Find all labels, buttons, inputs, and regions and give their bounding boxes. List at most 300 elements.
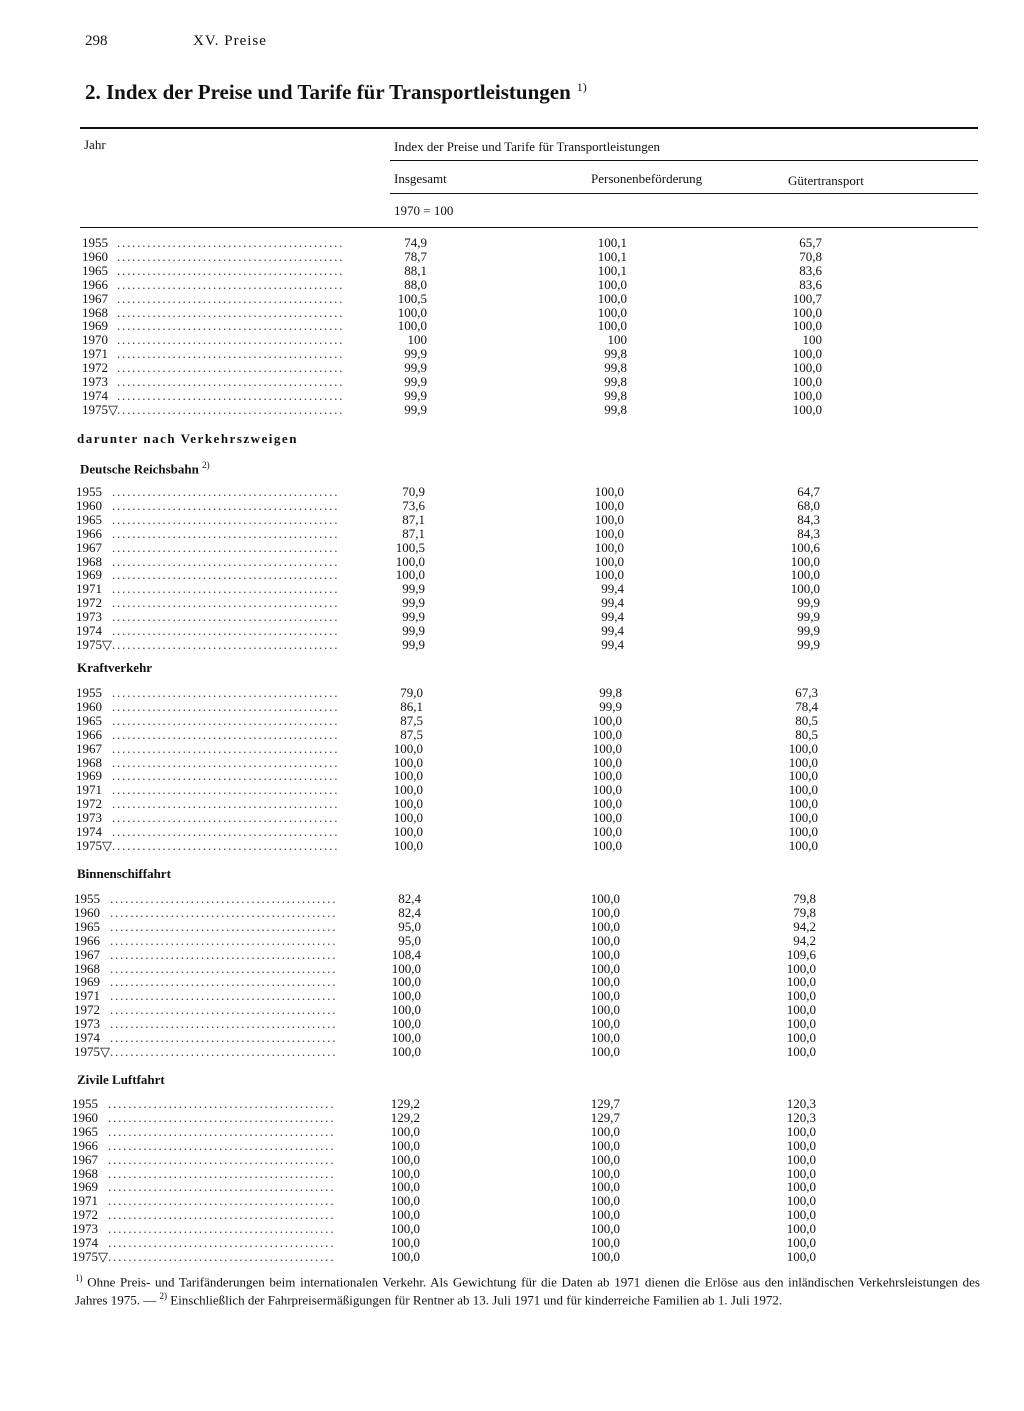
group-header-rule <box>390 160 978 161</box>
gueter-cell: 100,0 <box>786 1030 816 1045</box>
year-cell: 1975▽ <box>76 837 112 853</box>
leader-dots: ............................................. <box>108 1249 336 1264</box>
year-cell: 1974 <box>82 387 108 403</box>
table-title-text: 2. Index der Preise und Tarife für Transportleistungen <box>85 80 571 104</box>
gueter-cell: 100,6 <box>790 539 820 555</box>
footnote-1-text: Ohne Preis- und Tarifänderungen beim internationalen Verkehr. Als Gewichtung für die Daten ab 1971 dienen die Erlöse aus den inländischen Verkehrsleistungen des Jahres 1975. — <box>75 1274 980 1308</box>
table-row <box>0 1097 1024 1111</box>
table-row <box>0 797 1024 811</box>
leader-dots: ............................................. <box>117 319 345 334</box>
insgesamt-cell: 100,0 <box>395 567 425 583</box>
gueter-cell: 100,0 <box>786 1221 816 1237</box>
gueter-cell: 80,5 <box>795 726 818 742</box>
personen-cell: 99,4 <box>601 636 624 652</box>
personen-cell: 100,0 <box>597 290 627 306</box>
personen-cell: 100,0 <box>592 712 622 728</box>
leader-dots: ............................................. <box>117 277 345 292</box>
gueter-cell: 67,3 <box>795 685 818 700</box>
column-header-insgesamt: Insgesamt <box>394 171 447 186</box>
insgesamt-cell: 99,9 <box>404 374 427 389</box>
insgesamt-cell: 100,0 <box>390 1165 420 1181</box>
gueter-cell: 100,0 <box>786 960 816 976</box>
insgesamt-cell: 99,9 <box>402 609 425 625</box>
table-row <box>0 811 1024 825</box>
leader-dots: ............................................. <box>110 892 338 906</box>
year-cell: 1974 <box>74 1030 100 1045</box>
table-row <box>0 989 1024 1003</box>
insgesamt-cell: 99,9 <box>404 387 427 403</box>
table-row <box>0 582 1024 596</box>
leader-dots: ............................................. <box>110 1003 338 1018</box>
base-year-label: 1970 = 100 <box>394 203 454 218</box>
personen-cell: 100,0 <box>590 1235 620 1250</box>
table-row <box>0 962 1024 976</box>
insgesamt-cell: 99,9 <box>404 346 427 362</box>
leader-dots: ............................................. <box>110 989 338 1004</box>
year-cell: 1966 <box>76 525 102 541</box>
insgesamt-cell: 73,6 <box>402 497 425 513</box>
insgesamt-cell: 100,0 <box>393 782 423 798</box>
table-row <box>0 513 1024 527</box>
year-cell: 1966 <box>72 1137 98 1153</box>
table-row <box>0 527 1024 541</box>
year-cell: 1974 <box>76 623 102 638</box>
table-row <box>0 568 1024 582</box>
table-row <box>0 1180 1024 1194</box>
leader-dots: ............................................. <box>108 1138 336 1153</box>
year-cell: 1968 <box>74 960 100 976</box>
leader-dots: ............................................. <box>110 947 338 962</box>
gueter-cell: 79,8 <box>793 904 816 920</box>
leader-dots: ............................................. <box>117 249 345 264</box>
gueter-cell: 100,0 <box>792 304 822 320</box>
leader-dots: ............................................. <box>112 540 340 555</box>
insgesamt-cell: 100,0 <box>391 1002 421 1018</box>
year-cell: 1973 <box>82 374 108 389</box>
year-cell: 1966 <box>82 276 108 292</box>
year-cell: 1971 <box>76 581 102 597</box>
year-cell: 1971 <box>76 782 102 798</box>
leader-dots: ............................................. <box>108 1124 336 1139</box>
insgesamt-cell: 100,0 <box>393 810 423 826</box>
gueter-cell: 100,0 <box>788 810 818 826</box>
insgesamt-cell: 100,0 <box>390 1151 420 1167</box>
personen-cell: 100,0 <box>594 511 624 527</box>
insgesamt-cell: 87,1 <box>402 525 425 541</box>
year-cell: 1975▽ <box>82 401 118 417</box>
gueter-cell: 65,7 <box>799 235 822 250</box>
personen-cell: 100,0 <box>597 318 627 334</box>
personen-cell: 100,0 <box>590 960 620 976</box>
leader-dots: ............................................. <box>117 263 345 278</box>
insgesamt-cell: 100,0 <box>393 824 423 839</box>
personen-cell: 99,8 <box>599 685 622 700</box>
leader-dots: ............................................. <box>112 637 340 652</box>
section-label-kraftverkehr: Kraftverkehr <box>77 660 153 675</box>
year-cell: 1972 <box>76 595 102 611</box>
personen-cell: 100,0 <box>594 553 624 569</box>
personen-cell: 100,0 <box>590 988 620 1004</box>
table-row <box>0 236 1024 250</box>
gueter-cell: 100,0 <box>790 581 820 597</box>
leader-dots: ............................................. <box>112 485 340 499</box>
personen-cell: 100,0 <box>592 810 622 826</box>
insgesamt-cell: 100,5 <box>397 290 427 306</box>
gueter-cell: 100,0 <box>786 1193 816 1209</box>
insgesamt-cell: 100,0 <box>390 1179 420 1195</box>
gueter-cell: 83,6 <box>799 276 822 292</box>
personen-cell: 100,0 <box>590 1179 620 1195</box>
page-header <box>85 33 267 50</box>
year-cell: 1974 <box>76 824 102 839</box>
insgesamt-cell: 100,0 <box>393 768 423 784</box>
leader-dots: ............................................. <box>108 1097 336 1111</box>
year-cell: 1975▽ <box>74 1043 110 1059</box>
leader-dots: ............................................. <box>110 905 338 920</box>
personen-cell: 100,0 <box>592 740 622 756</box>
gueter-cell: 100,0 <box>790 567 820 583</box>
leader-dots: ............................................. <box>112 624 340 638</box>
gueter-cell: 100,0 <box>792 360 822 376</box>
insgesamt-cell: 87,5 <box>400 726 423 742</box>
personen-cell: 100,0 <box>594 525 624 541</box>
gueter-cell: 109,6 <box>786 946 816 962</box>
year-cell: 1960 <box>76 497 102 513</box>
year-cell: 1955 <box>72 1096 98 1111</box>
insgesamt-cell: 95,0 <box>398 932 421 948</box>
personen-cell: 100,1 <box>597 248 627 264</box>
leader-dots: ............................................. <box>112 610 340 625</box>
subheader-rule <box>390 193 978 194</box>
table-row <box>0 948 1024 962</box>
title-footnote-ref: 1) <box>576 80 587 94</box>
leader-dots: ............................................. <box>108 1236 336 1250</box>
table-row <box>0 783 1024 797</box>
year-cell: 1975▽ <box>72 1248 108 1264</box>
leader-dots: ............................................. <box>117 305 345 320</box>
gueter-cell: 100,0 <box>788 782 818 798</box>
insgesamt-cell: 87,5 <box>400 712 423 728</box>
table-row <box>0 686 1024 700</box>
insgesamt-cell: 100,0 <box>390 1221 420 1237</box>
insgesamt-cell: 100,0 <box>390 1248 420 1264</box>
leader-dots: ............................................. <box>112 582 340 597</box>
year-cell: 1967 <box>76 539 102 555</box>
table-row <box>0 596 1024 610</box>
footnote-1-mark: 1) <box>75 1273 83 1283</box>
personen-cell: 100,0 <box>592 824 622 839</box>
table-row <box>0 1031 1024 1045</box>
table-row <box>0 1139 1024 1153</box>
table-row <box>0 319 1024 333</box>
gueter-cell: 100,0 <box>786 1043 816 1059</box>
gueter-cell: 100,0 <box>786 1207 816 1223</box>
leader-dots: ............................................. <box>108 1194 336 1209</box>
year-cell: 1969 <box>82 318 108 334</box>
personen-cell: 100,1 <box>597 262 627 278</box>
table-row <box>0 1125 1024 1139</box>
table-row <box>0 1208 1024 1222</box>
insgesamt-cell: 100,0 <box>390 1193 420 1209</box>
personen-cell: 99,4 <box>601 623 624 638</box>
personen-cell: 100,0 <box>590 1207 620 1223</box>
insgesamt-cell: 129,2 <box>390 1096 420 1111</box>
personen-cell: 129,7 <box>590 1096 620 1111</box>
personen-cell: 99,4 <box>601 609 624 625</box>
personen-cell: 100,0 <box>594 567 624 583</box>
gueter-cell: 99,9 <box>797 623 820 638</box>
table-row <box>0 306 1024 320</box>
personen-cell: 100,0 <box>590 1016 620 1032</box>
table-title <box>85 80 587 105</box>
year-cell: 1970 <box>82 332 108 348</box>
gueter-cell: 100,0 <box>786 1137 816 1153</box>
chapter-title: XV. Preise <box>193 33 267 49</box>
gueter-cell: 100,0 <box>788 796 818 812</box>
personen-cell: 100,0 <box>592 768 622 784</box>
leader-dots: ............................................. <box>108 1180 336 1195</box>
year-cell: 1973 <box>74 1016 100 1032</box>
year-cell: 1968 <box>72 1165 98 1181</box>
leader-dots: ............................................. <box>117 388 345 403</box>
insgesamt-cell: 100,0 <box>391 1043 421 1059</box>
leader-dots: ............................................. <box>117 291 345 306</box>
table-row <box>0 1017 1024 1031</box>
personen-cell: 100,0 <box>594 484 624 499</box>
personen-cell: 100 <box>607 332 627 348</box>
year-cell: 1972 <box>82 360 108 376</box>
year-cell: 1968 <box>76 553 102 569</box>
gueter-cell: 84,3 <box>797 525 820 541</box>
gueter-cell: 99,9 <box>797 595 820 611</box>
leader-dots: ............................................. <box>117 236 345 250</box>
insgesamt-cell: 70,9 <box>402 484 425 499</box>
year-cell: 1965 <box>82 262 108 278</box>
leader-dots: ............................................. <box>117 361 345 376</box>
table-row <box>0 278 1024 292</box>
table-row <box>0 934 1024 948</box>
table-row <box>0 1236 1024 1250</box>
column-header-year: Jahr <box>84 137 106 152</box>
insgesamt-cell: 100,0 <box>397 304 427 320</box>
personen-cell: 99,8 <box>604 346 627 362</box>
insgesamt-cell: 79,0 <box>400 685 423 700</box>
gueter-cell: 100,0 <box>786 1165 816 1181</box>
table-row <box>0 892 1024 906</box>
personen-cell: 100,0 <box>590 1137 620 1153</box>
footnote-2-mark: 2) <box>159 1291 167 1302</box>
table-row <box>0 728 1024 742</box>
leader-dots: ............................................. <box>117 375 345 389</box>
page-number: 298 <box>85 33 108 49</box>
leader-dots: ............................................. <box>112 568 340 583</box>
leader-dots: ............................................. <box>112 741 340 756</box>
year-cell: 1974 <box>72 1235 98 1250</box>
gueter-cell: 100,0 <box>786 1016 816 1032</box>
gueter-cell: 100,0 <box>790 553 820 569</box>
personen-cell: 100,0 <box>590 1043 620 1059</box>
year-cell: 1975▽ <box>76 636 112 652</box>
year-cell: 1965 <box>76 511 102 527</box>
gueter-cell: 79,8 <box>793 891 816 906</box>
personen-cell: 100,0 <box>592 837 622 853</box>
personen-cell: 99,8 <box>604 401 627 417</box>
personen-cell: 100,0 <box>590 932 620 948</box>
personen-cell: 100,1 <box>597 235 627 250</box>
table-row <box>0 1222 1024 1236</box>
table-row <box>0 403 1024 417</box>
table-row <box>0 920 1024 934</box>
leader-dots: ............................................. <box>108 1222 336 1237</box>
table-row <box>0 714 1024 728</box>
leader-dots: ............................................. <box>112 825 340 839</box>
gueter-cell: 94,2 <box>793 932 816 948</box>
header-bottom-rule <box>80 227 978 228</box>
gueter-cell: 100,0 <box>786 1235 816 1250</box>
gueter-cell: 80,5 <box>795 712 818 728</box>
year-cell: 1965 <box>72 1123 98 1139</box>
year-cell: 1955 <box>74 891 100 906</box>
table-row <box>0 825 1024 839</box>
year-cell: 1965 <box>76 712 102 728</box>
gueter-cell: 100,0 <box>788 824 818 839</box>
insgesamt-cell: 100,0 <box>391 960 421 976</box>
leader-dots: ............................................. <box>112 512 340 527</box>
leader-dots: ............................................. <box>112 783 340 798</box>
insgesamt-cell: 100,0 <box>390 1137 420 1153</box>
year-cell: 1969 <box>74 974 100 990</box>
leader-dots: ............................................. <box>112 755 340 770</box>
table-row <box>0 375 1024 389</box>
gueter-cell: 78,4 <box>795 698 818 714</box>
leader-dots: ............................................. <box>112 811 340 826</box>
leader-dots: ............................................. <box>110 1031 338 1045</box>
table-row <box>0 264 1024 278</box>
personen-cell: 100,0 <box>590 946 620 962</box>
gueter-cell: 99,9 <box>797 636 820 652</box>
personen-cell: 99,4 <box>601 595 624 611</box>
gueter-cell: 100,7 <box>792 290 822 306</box>
gueter-cell: 99,9 <box>797 609 820 625</box>
footnote-2-text: Einschließlich der Fahrpreisermäßigungen für Rentner ab 13. Juli 1971 und für kinderreiche Familien ab 1. Juli 1972. <box>170 1292 783 1308</box>
leader-dots: ............................................. <box>112 838 340 853</box>
insgesamt-cell: 100 <box>407 332 427 348</box>
personen-cell: 100,0 <box>590 1002 620 1018</box>
table-row <box>0 333 1024 347</box>
gueter-cell: 100,0 <box>786 974 816 990</box>
personen-cell: 99,8 <box>604 387 627 403</box>
subheading-verkehrszweige: darunter nach Verkehrszweigen <box>77 431 298 446</box>
year-cell: 1960 <box>74 904 100 920</box>
gueter-cell: 84,3 <box>797 511 820 527</box>
personen-cell: 99,9 <box>599 698 622 714</box>
leader-dots: ............................................. <box>117 347 345 362</box>
insgesamt-cell: 99,9 <box>402 595 425 611</box>
personen-cell: 129,7 <box>590 1109 620 1125</box>
column-header-personenbefoerderung: Personenbeförderung <box>591 171 703 186</box>
leader-dots: ............................................. <box>112 797 340 812</box>
table-row <box>0 742 1024 756</box>
insgesamt-cell: 100,0 <box>390 1123 420 1139</box>
personen-cell: 100,0 <box>590 1165 620 1181</box>
table-row <box>0 1250 1024 1264</box>
personen-cell: 100,0 <box>590 1193 620 1209</box>
table-row <box>0 250 1024 264</box>
header-top-rule <box>80 127 978 129</box>
table-row <box>0 1045 1024 1059</box>
gueter-cell: 100,0 <box>788 768 818 784</box>
insgesamt-cell: 100,0 <box>395 553 425 569</box>
table-row <box>0 499 1024 513</box>
year-cell: 1967 <box>74 946 100 962</box>
column-header-guetertransport: Gütertransport <box>788 173 864 188</box>
table-row <box>0 555 1024 569</box>
gueter-cell: 68,0 <box>797 497 820 513</box>
table-row <box>0 1194 1024 1208</box>
year-cell: 1972 <box>76 796 102 812</box>
table-row <box>0 700 1024 714</box>
personen-cell: 100,0 <box>590 1123 620 1139</box>
leader-dots: ............................................. <box>110 919 338 934</box>
leader-dots: ............................................. <box>108 1152 336 1167</box>
insgesamt-cell: 129,2 <box>390 1109 420 1125</box>
insgesamt-cell: 100,0 <box>391 974 421 990</box>
leader-dots: ............................................. <box>117 402 345 417</box>
leader-dots: ............................................. <box>112 596 340 611</box>
year-cell: 1972 <box>72 1207 98 1223</box>
gueter-cell: 100,0 <box>786 988 816 1004</box>
year-cell: 1967 <box>72 1151 98 1167</box>
gueter-cell: 100,0 <box>792 387 822 403</box>
personen-cell: 100,0 <box>594 539 624 555</box>
leader-dots: ............................................. <box>110 961 338 976</box>
personen-cell: 100,0 <box>590 1221 620 1237</box>
year-cell: 1965 <box>74 918 100 934</box>
gueter-cell: 100,0 <box>786 1179 816 1195</box>
year-cell: 1966 <box>76 726 102 742</box>
insgesamt-cell: 100,0 <box>391 988 421 1004</box>
year-cell: 1960 <box>72 1109 98 1125</box>
insgesamt-cell: 100,0 <box>397 318 427 334</box>
leader-dots: ............................................. <box>112 526 340 541</box>
leader-dots: ............................................. <box>108 1110 336 1125</box>
gueter-cell: 120,3 <box>786 1096 816 1111</box>
gueter-cell: 100,0 <box>792 346 822 362</box>
insgesamt-cell: 100,0 <box>393 837 423 853</box>
personen-cell: 100,0 <box>590 891 620 906</box>
personen-cell: 99,4 <box>601 581 624 597</box>
year-cell: 1973 <box>72 1221 98 1237</box>
gueter-cell: 120,3 <box>786 1109 816 1125</box>
year-cell: 1973 <box>76 810 102 826</box>
insgesamt-cell: 100,0 <box>393 740 423 756</box>
insgesamt-cell: 99,9 <box>404 401 427 417</box>
personen-cell: 100,0 <box>590 1248 620 1264</box>
gueter-cell: 83,6 <box>799 262 822 278</box>
personen-cell: 100,0 <box>597 304 627 320</box>
year-cell: 1955 <box>76 685 102 700</box>
table-row <box>0 1111 1024 1125</box>
table-row <box>0 292 1024 306</box>
personen-cell: 100,0 <box>590 1151 620 1167</box>
leader-dots: ............................................. <box>110 1044 338 1059</box>
insgesamt-cell: 82,4 <box>398 904 421 920</box>
year-cell: 1968 <box>82 304 108 320</box>
year-cell: 1966 <box>74 932 100 948</box>
personen-cell: 99,8 <box>604 374 627 389</box>
table-row <box>0 1003 1024 1017</box>
year-cell: 1967 <box>76 740 102 756</box>
